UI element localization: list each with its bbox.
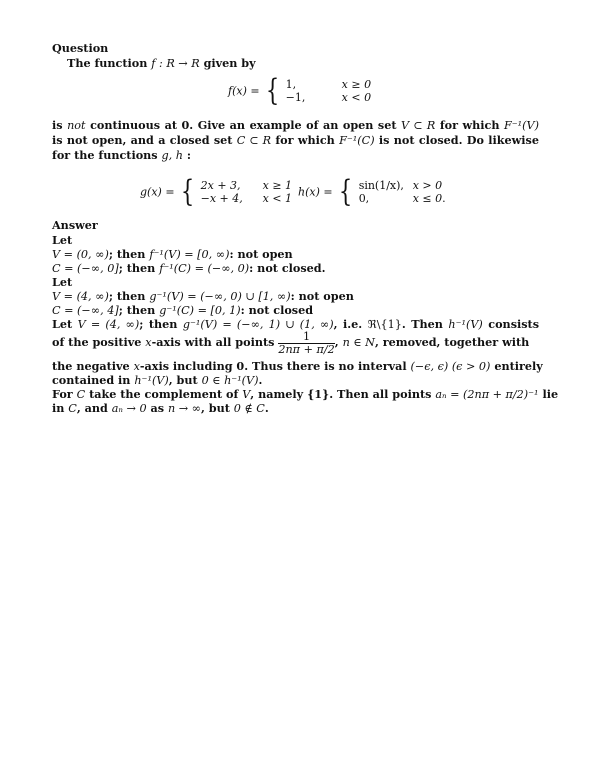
g-definition: g(x) = { 2x + 3, x ≥ 1 −x + 4, x < 1: [140, 174, 293, 209]
answer-let-1: Let: [52, 233, 73, 247]
question-line-1: is not continuous at 0. Give an example of an open set V ⊂ R for which F⁻¹(V): [52, 118, 539, 132]
fraction: $\frac{1}{2n\pi + \pi/2}$: [278, 329, 335, 356]
answer-line-1: V = (0, ∞); then f⁻¹(V) = [0, ∞): not open: [52, 247, 293, 261]
question-heading: Question: [52, 41, 109, 55]
f-definition: f(x) = { 1, x ≥ 0 −1, x < 0: [228, 73, 372, 108]
answer-line-9: For C take the complement of V, namely {1}. Then all points aₙ = (2nπ + π/2)⁻¹ lie: [52, 387, 559, 401]
answer-line-2: C = (−∞, 0]; then f⁻¹(C) = (−∞, 0): not closed.: [52, 261, 326, 275]
h-cases: sin(1/x), x > 0 0, x ≤ 0.: [358, 179, 446, 205]
answer-line-8: contained in h⁻¹(V), but 0 ∈ h⁻¹(V).: [52, 373, 263, 387]
question-intro: The function f : R → R given by: [67, 56, 256, 70]
left-brace: {: [180, 174, 195, 209]
question-line-3: for the functions g, h :: [52, 148, 192, 162]
f-cases: 1, x ≥ 0 −1, x < 0: [285, 78, 372, 104]
left-brace: {: [265, 73, 280, 108]
answer-heading: Answer: [52, 218, 98, 232]
answer-line-3: V = (4, ∞); then g⁻¹(V) = (−∞, 0) ∪ [1, ∞): not open: [52, 289, 354, 303]
answer-line-7: the negative x-axis including 0. Thus there is no interval (−ϵ, ϵ) (ϵ > 0) entirely: [52, 359, 543, 373]
answer-line-6: of the positive x-axis with all points $\frac{1}{2n\pi + \pi/2}$ , n ∈ N, removed, together with: [52, 329, 530, 356]
left-brace: {: [338, 174, 353, 209]
answer-line-5: Let V = (4, ∞); then g⁻¹(V) = (−∞, 1) ∪ (1, ∞), i.e. ℜ\{1}. Then h⁻¹(V) consists: [52, 317, 540, 331]
question-line-2: is not open, and a closed set C ⊂ R for which F⁻¹(C) is not closed. Do likewise: [52, 133, 539, 147]
answer-line-10: in C, and aₙ → 0 as n → ∞, but 0 ∉ C.: [52, 401, 269, 415]
g-cases: 2x + 3, x ≥ 1 −x + 4, x < 1: [200, 179, 293, 205]
answer-let-2: Let: [52, 275, 73, 289]
answer-line-4: C = (−∞, 4]; then g⁻¹(C) = [0, 1): not closed: [52, 303, 314, 317]
h-definition: h(x) = { sin(1/x), x > 0 0, x ≤ 0.: [298, 174, 446, 209]
